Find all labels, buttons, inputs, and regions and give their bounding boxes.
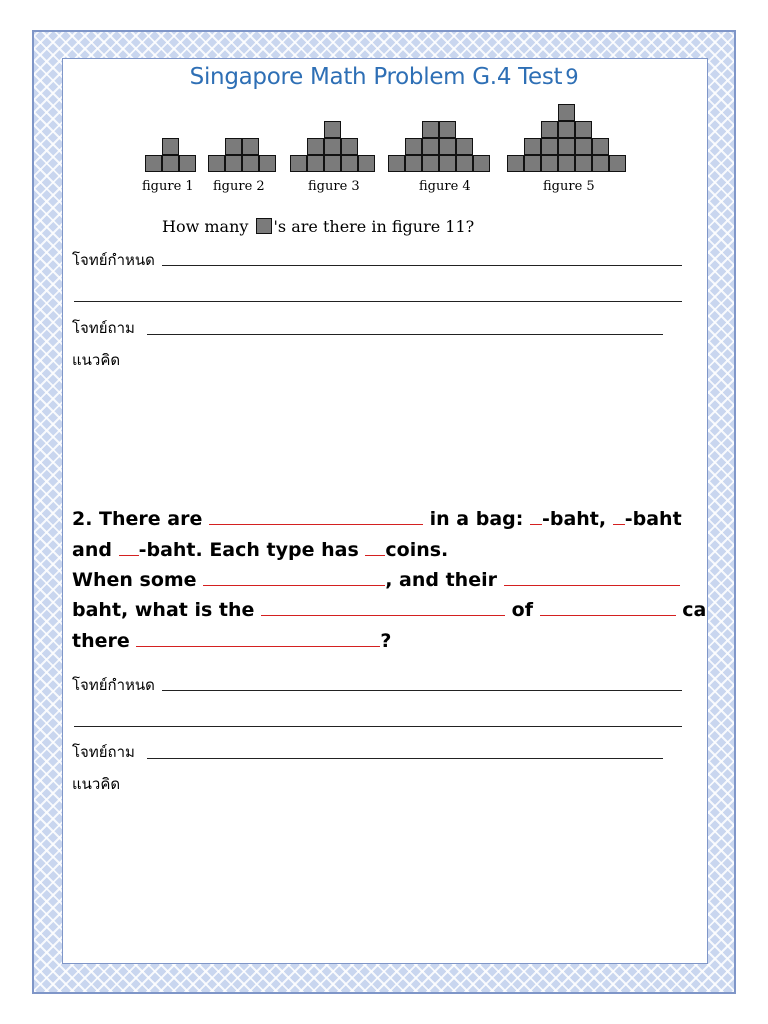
blank-line[interactable] bbox=[261, 597, 505, 616]
idea-label-2: แนวคิด bbox=[72, 775, 121, 793]
blank-line[interactable] bbox=[119, 537, 139, 556]
problem-2-text: ca bbox=[682, 599, 707, 621]
blank-line[interactable] bbox=[136, 628, 380, 647]
given-label-2: โจทย์กำหนด bbox=[72, 676, 155, 694]
problem-2-line-3 bbox=[72, 567, 680, 591]
problem-2-line-2 bbox=[72, 537, 448, 561]
title-text: Singapore Math Problem G.4 Test bbox=[189, 64, 563, 90]
problem-2-line-1 bbox=[72, 506, 682, 530]
problem-2-line-4 bbox=[72, 597, 706, 621]
test-number: 9 bbox=[565, 65, 579, 89]
given-answer-line-4[interactable] bbox=[74, 726, 682, 727]
problem-2-text: there bbox=[72, 630, 130, 652]
blank-line[interactable] bbox=[530, 506, 542, 525]
figure-label-2: figure 2 bbox=[213, 179, 265, 194]
problem-2-text: -baht. Each type has bbox=[138, 539, 359, 561]
problem-2-line-5 bbox=[72, 628, 391, 652]
ask-answer-line-2[interactable] bbox=[147, 758, 663, 759]
problem-2-text: When some bbox=[72, 569, 197, 591]
given-answer-line-3[interactable] bbox=[162, 690, 682, 691]
problem-2-text: -baht bbox=[624, 508, 682, 530]
blank-line[interactable] bbox=[504, 567, 680, 586]
problem-2-text: and bbox=[72, 539, 112, 561]
blank-line[interactable] bbox=[209, 506, 423, 525]
given-label-1: โจทย์กำหนด bbox=[72, 251, 155, 269]
problem-2-text: ? bbox=[380, 630, 392, 652]
figure-label-4: figure 4 bbox=[419, 179, 471, 194]
problem-2-text: in a bag: bbox=[429, 508, 524, 530]
figure-label-5: figure 5 bbox=[543, 179, 595, 194]
question-text-start: How many bbox=[162, 217, 249, 236]
problem-2-text: of bbox=[511, 599, 533, 621]
question-text-end: 's are there in figure 11? bbox=[273, 217, 475, 236]
figure-label-1: figure 1 bbox=[142, 179, 194, 194]
problem-2-text: , and their bbox=[385, 569, 497, 591]
idea-label-1: แนวคิด bbox=[72, 351, 121, 369]
blank-line[interactable] bbox=[540, 597, 676, 616]
blank-line[interactable] bbox=[613, 506, 625, 525]
blank-line[interactable] bbox=[365, 537, 385, 556]
ask-label-1: โจทย์ถาม bbox=[72, 319, 135, 337]
blank-line[interactable] bbox=[203, 567, 385, 586]
problem-2-text: -baht, bbox=[541, 508, 607, 530]
problem-2-text: baht, what is the bbox=[72, 599, 255, 621]
figure-label-3: figure 3 bbox=[308, 179, 360, 194]
problem-2-text: coins. bbox=[385, 539, 449, 561]
problem-2-text: 2. There are bbox=[72, 508, 203, 530]
ask-label-2: โจทย์ถาม bbox=[72, 743, 135, 761]
